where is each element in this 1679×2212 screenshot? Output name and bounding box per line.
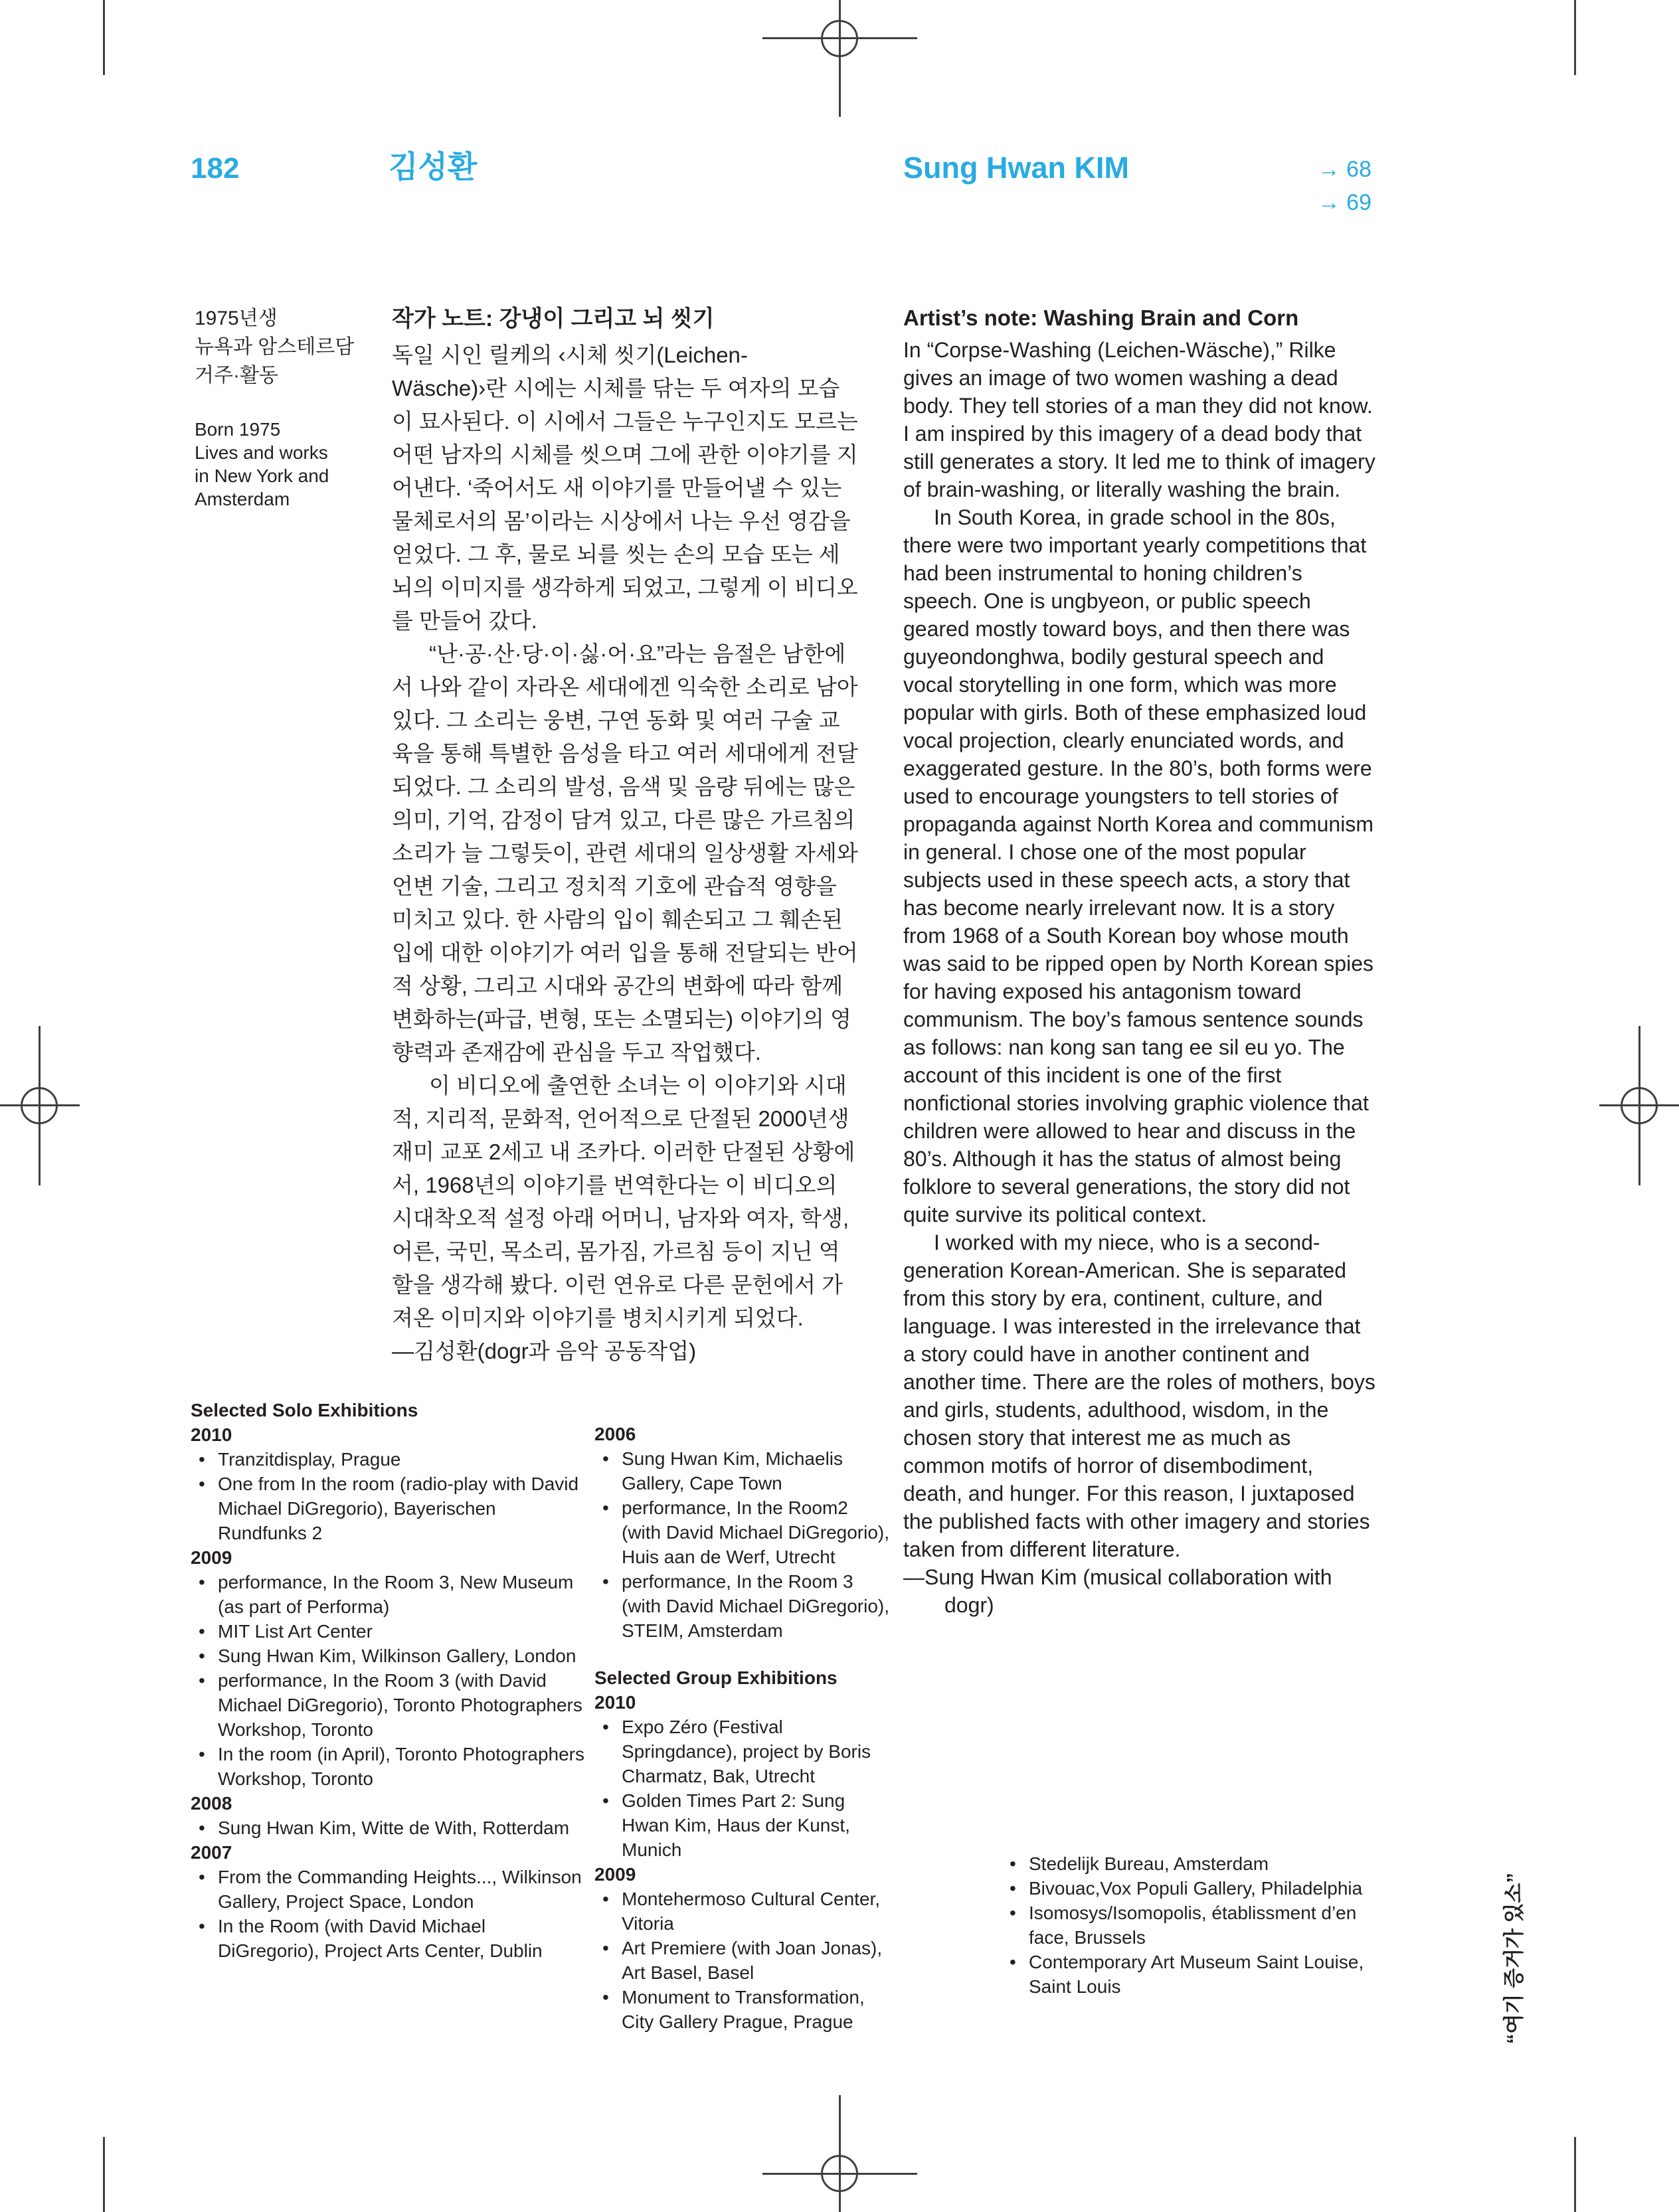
artist-name-english: Sung Hwan KIM [903, 151, 1129, 185]
group-exhibitions-heading: Selected Group Exhibitions [594, 1667, 838, 1688]
exhibition-item: • In the room (in April), Toronto Photographers Workshop, Toronto [191, 1742, 586, 1791]
artist-note-english [903, 304, 1376, 1619]
solo-exhibitions-heading: Selected Solo Exhibitions [191, 1400, 418, 1420]
exhibition-item: • performance, In the Room 3 (with David Michael DiGregorio), Toronto Photographers Workshop, Toronto [191, 1668, 586, 1742]
reg-mark-bottom-vline [839, 2095, 841, 2212]
group-exhibitions-list-col3 [1002, 1851, 1373, 1999]
reg-mark-bottom-circle [821, 2155, 858, 2192]
bio-line: Born 1975 [195, 419, 281, 440]
vertical-side-quote: “여기 증거가 있소” [1502, 1873, 1526, 2044]
note-signature-english: —Sung Hwan Kim (musical collaboration with dogr) [903, 1565, 1332, 1617]
exhibition-item: • Sung Hwan Kim, Witte de With, Rotterdam [191, 1816, 586, 1840]
exhibition-item: • Art Premiere (with Joan Jonas), Art Basel, Basel [594, 1936, 890, 1985]
exhibition-list [594, 1446, 890, 1643]
exhibition-list [594, 1715, 890, 1862]
year-heading-2007: 2007 [191, 1842, 232, 1863]
group-exhibitions-continuation-column [1002, 1851, 1373, 1999]
reg-mark-top-vline [839, 0, 841, 117]
reg-mark-left-circle [21, 1087, 58, 1124]
bio-english [195, 418, 361, 511]
exhibition-list [191, 1447, 586, 1545]
crop-mark-bottom-left [103, 2137, 105, 2212]
year-heading-2009: 2009 [594, 1864, 636, 1885]
solo-exhibitions-list-col1 [191, 1422, 586, 1963]
exhibition-item: • From the Commanding Heights..., Wilkinson Gallery, Project Space, London [191, 1865, 586, 1914]
exhibition-item: • One from In the room (radio-play with David Michael DiGregorio), Bayerischen Rundfunks 2 [191, 1472, 586, 1545]
artist-bio [195, 304, 361, 511]
group-exhibitions-list-col2 [594, 1690, 890, 2034]
exhibition-list [594, 1887, 890, 2034]
solo-exhibitions-list-col2 [594, 1422, 890, 1643]
note-title-english: Artist’s note: Washing Brain and Corn [903, 305, 1299, 330]
exhibitions-middle-column [594, 1422, 890, 2034]
reg-mark-top-circle [821, 20, 858, 57]
note-title-korean: 작가 노트: 강냉이 그리고 뇌 씻기 [392, 306, 715, 331]
exhibition-item: • Tranzitdisplay, Prague [191, 1447, 586, 1472]
paragraph: “난·공·산·당·이·싫·어·요”라는 음절은 남한에서 나와 같이 자라온 세대에겐 익숙한 소리로 남아 있다. 그 소리는 웅변, 구연 동화 및 여러 구술 교육을 통해 특별한 음성을 타고 여러 세대에게 전달되었다. 그 소리의 발성, 음색 및 음량 뒤에는 많은 의미, 기억, 감정이 담겨 있고, 다른 많은 가르침의 소리가 늘 그렇듯이, 관련 세대의 일상생활 자세와 언변 기술, 그리고 정치적 기호에 관습적 영향을 미치고 있다. 한 사람의 입이 훼손되고 그 훼손된 입에 대한 이야기가 여러 입을 통해 전달되는 반어적 상황, 그리고 시대와 공간의 변화에 따라 함께 변화하는(파급, 변형, 또는 소멸되는) 이야기의 영향력과 존재감에 관심을 두고 작업했다. [392, 641, 858, 1064]
paragraph: In South Korea, in grade school in the 80s, there were two important yearly competitions that had been instrumental to honing children’s speech. One is ungbyeon, or public speech geared mostly toward boys, and then there was guyeondonghwa, bodily gestural speech and vocal storytelling in one form, which was more popular with girls. Both of these emphasized loud vocal projection, clearly enunciated words, and exaggerated gesture. In the 80’s, both forms were used to encourage youngsters to tell stories of propaganda against North Korea and communism in general. I chose one of the most popular subjects used in these speech acts, a story that has become nearly irrelevant now. It is a story from 1968 of a South Korean boy whose mouth was said to be ripped open by North Korean spies for having exposed his antagonism toward communism. The boy’s famous sentence sounds as follows: nan kong san tang ee sil eu yo. The account of this incident is one of the first nonfictional stories involving graphic violence that children were allowed to hear and discuss in the 80’s. Although it has the status of almost being folklore to several generations, the story did not quite survive its political context. [903, 505, 1373, 1227]
exhibition-item: • Monument to Transformation, City Gallery Prague, Prague [594, 1985, 890, 2034]
exhibition-item: • Sung Hwan Kim, Michaelis Gallery, Cape Town [594, 1446, 890, 1495]
exhibition-item: • Sung Hwan Kim, Wilkinson Gallery, London [191, 1644, 586, 1668]
exhibition-list [191, 1570, 586, 1791]
bio-line: Lives and works [195, 442, 328, 463]
exhibition-list [191, 1816, 586, 1840]
exhibition-item: • Bivouac,Vox Populi Gallery, Philadelphia [1002, 1876, 1373, 1901]
exhibition-item: • Montehermoso Cultural Center, Vitoria [594, 1887, 890, 1936]
year-heading-2009: 2009 [191, 1547, 232, 1568]
page-cross-references [1288, 153, 1371, 219]
reg-mark-right-circle [1621, 1087, 1658, 1124]
paragraph: I worked with my niece, who is a second-generation Korean-American. She is separated from this story by era, continent, culture, and language. I was interested in the irrelevance that a story could have in another continent and another time. There are the roles of mothers, boys and girls, students, adulthood, wisdom, in the chosen story that interest me as much as common motifs of horror of disembodiment, death, and hunger. For this reason, I juxtaposed the published facts with other imagery and stories taken from different literature. [903, 1231, 1375, 1561]
exhibition-item: • performance, In the Room2 (with David Michael DiGregorio), Huis aan de Werf, Utrecht [594, 1495, 890, 1569]
exhibition-item: • MIT List Art Center [191, 1619, 586, 1644]
page-ref: → 68 [1317, 157, 1371, 182]
bio-line: 뉴욕과 암스테르담 [195, 336, 355, 358]
year-heading-2010: 2010 [191, 1424, 232, 1445]
bio-korean [195, 304, 361, 390]
paragraph: In “Corpse-Washing (Leichen-Wäsche),” Rilke gives an image of two women washing a dead body. They tell stories of a man they did not know. I am inspired by this imagery of a dead body that still generates a story. It led me to think of imagery of brain-washing, or literally washing the brain. [903, 338, 1375, 501]
year-heading-2008: 2008 [191, 1793, 232, 1814]
year-heading-2010: 2010 [594, 1692, 636, 1713]
artist-name-korean: 김성환 [389, 149, 478, 184]
paragraph: 이 비디오에 출연한 소녀는 이 이야기와 시대적, 지리적, 문화적, 언어적으로 단절된 2000년생 재미 교포 2세고 내 조카다. 이러한 단절된 상황에서, 1968년의 이야기를 번역한다는 이 비디오의 시대착오적 설정 아래 어머니, 남자와 여자, 학생, 어른, 국민, 목소리, 몸가짐, 가르침 등이 지닌 역할을 생각해 봤다. 이런 연유로 다른 문헌에서 가져온 이미지와 이야기를 병치시키게 되었다. [392, 1073, 855, 1330]
year-heading-2006: 2006 [594, 1424, 636, 1444]
exhibition-item: • Isomosys/Isomopolis, établissment d’en face, Brussels [1002, 1901, 1373, 1950]
page-number: 182 [191, 152, 240, 185]
solo-exhibitions-column [191, 1398, 586, 1963]
exhibition-item: • Golden Times Part 2: Sung Hwan Kim, Haus der Kunst, Munich [594, 1788, 890, 1862]
exhibition-list [191, 1865, 586, 1963]
crop-mark-top-right [1574, 0, 1576, 75]
note-signature-korean: —김성환(dogr과 음악 공동작업) [392, 1339, 697, 1363]
note-body-english [903, 336, 1376, 1563]
crop-mark-top-left [103, 0, 105, 75]
bio-line: Amsterdam [195, 489, 290, 509]
crop-mark-bottom-right [1574, 2137, 1576, 2212]
bio-line: 거주·활동 [195, 365, 278, 386]
bio-line: 1975년생 [195, 307, 278, 329]
exhibition-item: • Stedelijk Bureau, Amsterdam [1002, 1851, 1373, 1876]
artist-note-korean [392, 304, 860, 1368]
note-body-korean [392, 339, 860, 1335]
exhibition-item: • Expo Zéro (Festival Springdance), project by Boris Charmatz, Bak, Utrecht [594, 1715, 890, 1788]
page-ref: → 69 [1317, 190, 1371, 215]
exhibition-item: • performance, In the Room 3, New Museum (as part of Performa) [191, 1570, 586, 1619]
exhibition-item: • performance, In the Room 3 (with David Michael DiGregorio), STEIM, Amsterdam [594, 1569, 890, 1643]
exhibition-item: • Contemporary Art Museum Saint Louise, Saint Louis [1002, 1950, 1373, 1999]
bio-line: in New York and [195, 466, 329, 486]
paragraph: 독일 시인 릴케의 ‹시체 씻기(Leichen-Wäsche)›란 시에는 시체를 닦는 두 여자의 모습이 묘사된다. 이 시에서 그들은 누구인지도 모르는 어떤 남자의 시체를 씻으며 그에 관한 이야기를 지어낸다. ‘죽어서도 새 이야기를 만들어낼 수 있는 물체로서의 몸’이라는 시상에서 나는 우선 영감을 얻었다. 그 후, 물로 뇌를 씻는 손의 모습 또는 세뇌의 이미지를 생각하게 되었고, 그렇게 이 비디오를 만들어 갔다. [392, 343, 858, 633]
exhibition-item: • In the Room (with David Michael DiGregorio), Project Arts Center, Dublin [191, 1914, 586, 1963]
